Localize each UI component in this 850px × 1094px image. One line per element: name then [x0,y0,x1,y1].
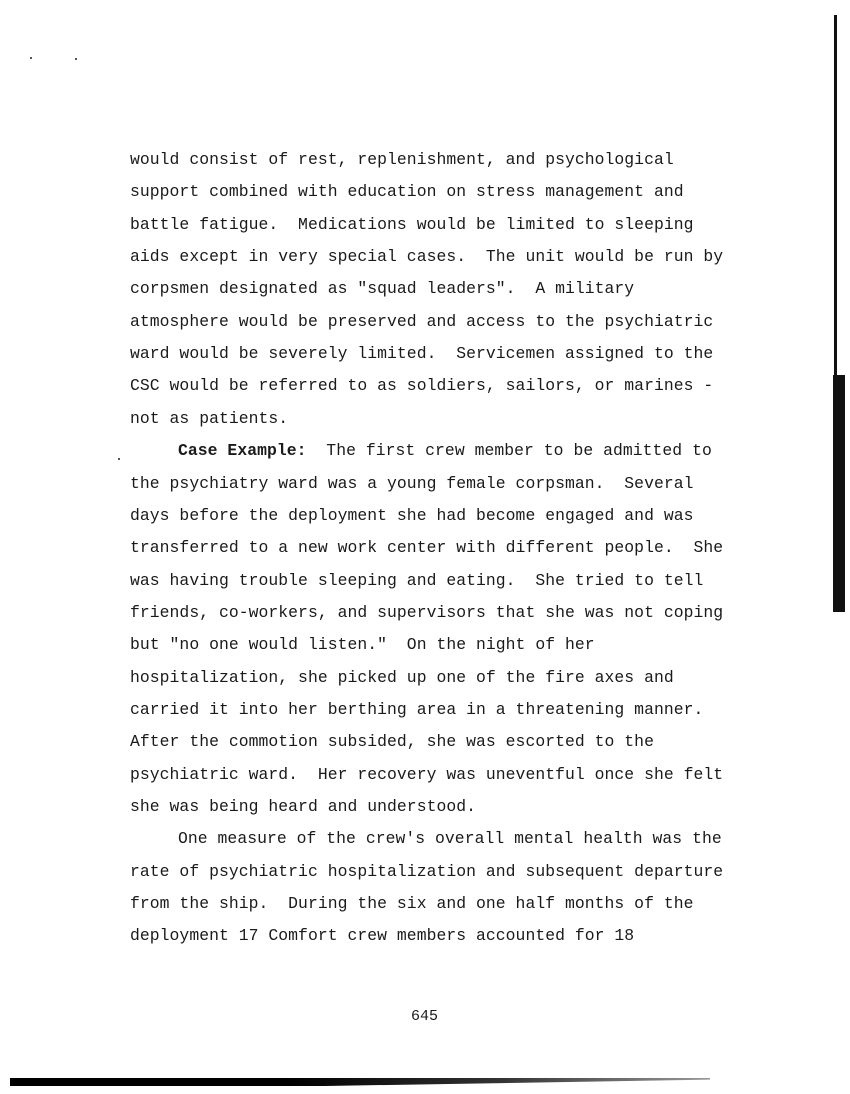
scan-speck [30,57,32,59]
text-line [130,506,694,526]
text-line [130,344,713,364]
text-line [130,926,634,946]
line-text: but "no one would listen." On the night of her [130,635,595,655]
line-text: deployment 17 Comfort crew members accounted for 18 [130,926,635,946]
line-text: she was being heard and understood. [130,797,477,816]
line-text: the psychiatry ward was a young female corpsman. Several [130,473,694,493]
text-line [130,247,723,267]
text-line [130,571,703,591]
text-line [130,894,694,914]
line-text: from the ship. During the six and one half months of the [130,894,694,914]
line-text: corpsmen designated as "squad leaders". A military [130,279,635,299]
line-text: rate of psychiatric hospitalization and subsequent departure [130,861,724,881]
text-line [130,797,476,817]
line-text: battle fatigue. Medications would be limited to sleeping [130,214,694,234]
line-text: would consist of rest, replenishment, and psychological [130,150,674,169]
line-text: carried it into her berthing area in a threatening manner. [130,699,704,719]
line-text: friends, co-workers, and supervisors that she was not coping [130,602,724,622]
text-line [130,538,723,558]
text-line [130,603,723,623]
line-text: One measure of the crew's overall mental health was the [178,829,722,849]
scan-speck [118,458,120,460]
text-line [130,215,694,235]
text-line [130,700,703,720]
line-text: atmosphere would be preserved and access to the psychiatric [130,311,714,331]
text-line [130,182,684,202]
line-text: days before the deployment she had become engaged and was [130,505,694,525]
text-line [130,150,674,170]
line-text: support combined with education on stress management and [130,182,684,202]
scan-speck [75,58,77,60]
line-text: hospitalization, she picked up one of the fire axes and [130,667,674,687]
scan-bottom-bar [10,1078,710,1086]
text-line [130,862,723,882]
scan-margin-bar-thick [833,375,845,612]
line-text: The first crew member to be admitted to [306,441,712,461]
text-line [130,474,694,494]
line-text: not as patients. [130,408,289,428]
scan-margin-bar [834,15,837,380]
line-text: transferred to a new work center with different people. She [130,538,724,558]
text-line [130,765,723,785]
text-line [178,829,722,849]
text-line [130,279,634,299]
line-text: aids except in very special cases. The unit would be run by [130,247,724,267]
text-line [130,376,713,396]
page-number: 645 [411,1008,439,1025]
line-text: ward would be severely limited. Servicemen assigned to the [130,344,714,364]
line-text: CSC would be referred to as soldiers, sailors, or marines - [130,376,714,396]
text-line [130,312,713,332]
line-text: psychiatric ward. Her recovery was uneventful once she felt [130,764,724,784]
text-line [130,732,654,752]
text-line [178,441,712,461]
text-line [130,635,595,655]
text-line [130,668,674,688]
line-text: was having trouble sleeping and eating. She tried to tell [130,570,704,590]
line-text: After the commotion subsided, she was escorted to the [130,732,654,752]
case-example-label: Case Example: [178,441,307,461]
text-line [130,409,288,429]
